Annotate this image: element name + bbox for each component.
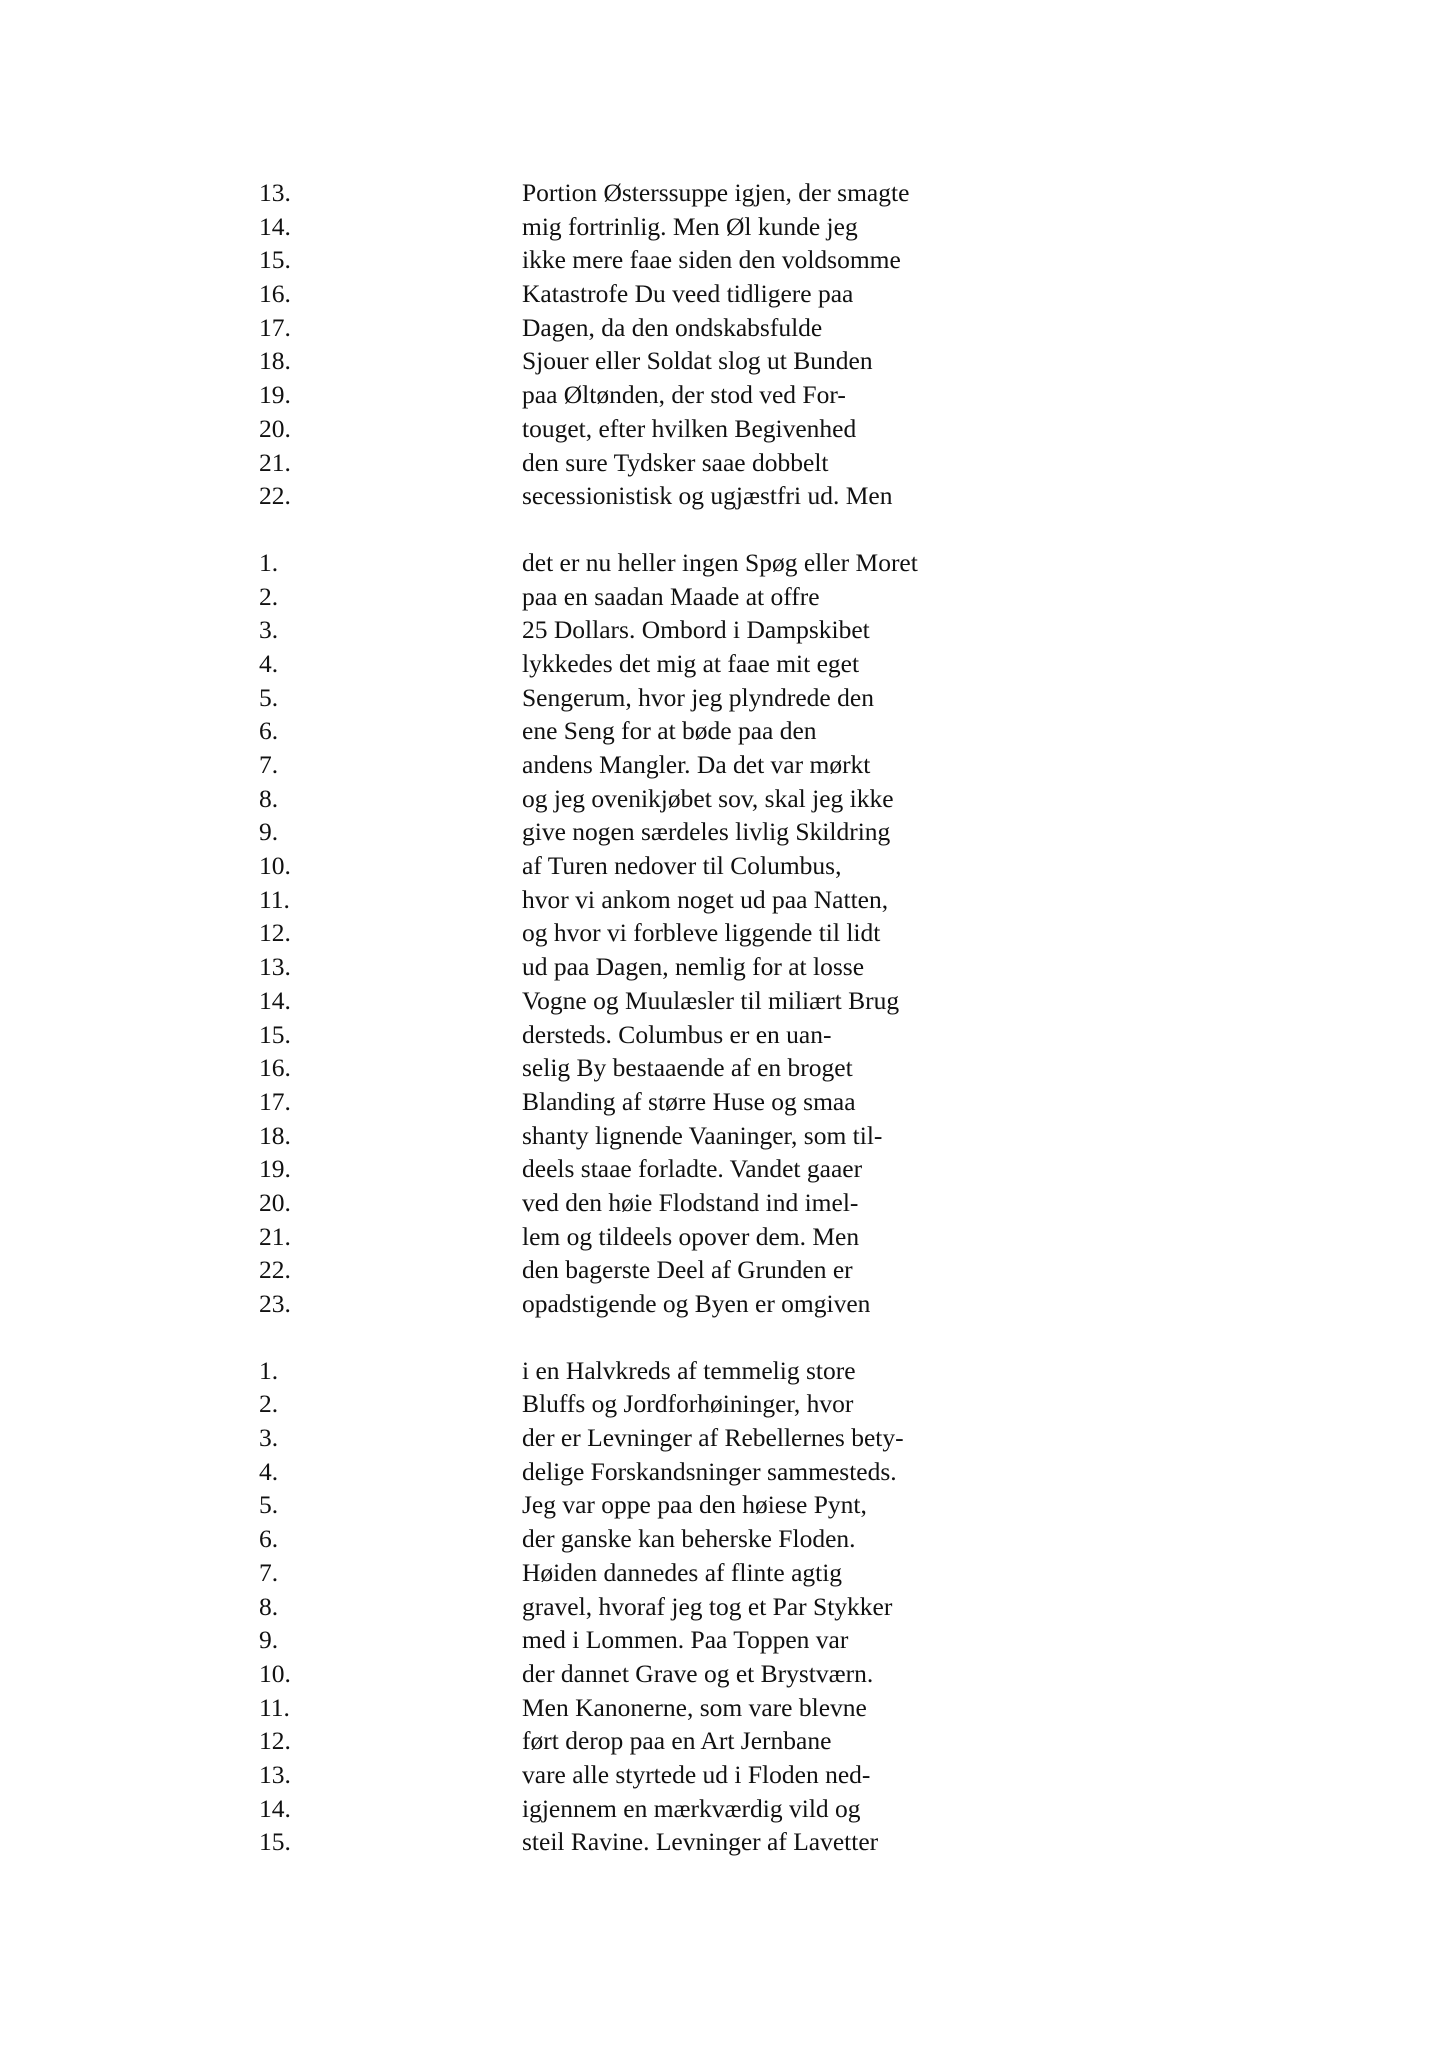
line-text: der er Levninger af Rebellernes bety- <box>522 1423 904 1453</box>
line-text: Sjouer eller Soldat slog ut Bunden <box>522 346 873 376</box>
line-text: vare alle styrtede ud i Floden ned- <box>522 1759 871 1789</box>
line-number: 2. <box>259 581 279 611</box>
text-line <box>0 1051 1448 1085</box>
line-number: 1. <box>259 1355 279 1385</box>
text-line <box>0 815 1448 849</box>
line-text: ikke mere faae siden den voldsomme <box>522 245 901 275</box>
text-line <box>0 782 1448 816</box>
text-line <box>0 1119 1448 1153</box>
line-number: 17. <box>259 312 291 342</box>
line-number: 7. <box>259 750 279 779</box>
line-number: 19. <box>259 1154 291 1184</box>
text-line <box>0 344 1448 378</box>
line-number: 15. <box>259 1019 291 1049</box>
line-text: med i Lommen. Paa Toppen var <box>522 1625 849 1655</box>
text-line <box>0 446 1448 480</box>
line-number: 12. <box>259 1726 291 1756</box>
line-number: 22. <box>259 481 291 511</box>
text-line <box>0 1152 1448 1186</box>
line-text: Jeg var oppe paa den høiese Pynt, <box>522 1490 867 1520</box>
text-line <box>0 1085 1448 1119</box>
text-line <box>0 1657 1448 1691</box>
line-text: Katastrofe Du veed tidligere paa <box>522 279 854 309</box>
line-text: og hvor vi forbleve liggende til lidt <box>522 918 881 948</box>
line-text: Høiden dannedes af flinte agtig <box>522 1557 843 1587</box>
text-line <box>0 681 1448 715</box>
line-text: steil Ravine. Levninger af Lavetter <box>522 1827 879 1857</box>
line-number: 15. <box>259 245 291 275</box>
line-number: 7. <box>259 1557 279 1587</box>
line-number: 1. <box>259 547 279 577</box>
line-number: 18. <box>259 1120 291 1150</box>
line-number: 16. <box>259 279 291 309</box>
line-text: 25 Dollars. Ombord i Dampskibet <box>522 615 870 645</box>
text-line <box>0 1724 1448 1758</box>
line-text: Sengerum, hvor jeg plyndrede den <box>522 682 874 712</box>
line-number: 10. <box>259 1658 291 1688</box>
line-text: der ganske kan beherske Floden. <box>522 1524 856 1554</box>
text-line <box>0 950 1448 984</box>
line-text: dersteds. Columbus er en uan- <box>522 1019 832 1049</box>
line-text: deels staae forladte. Vandet gaaer <box>522 1154 863 1184</box>
page-section-2 <box>0 546 1448 1321</box>
line-number: 21. <box>259 447 291 477</box>
text-line <box>0 1354 1448 1388</box>
line-text: der dannet Grave og et Brystværn. <box>522 1658 874 1688</box>
text-line <box>0 613 1448 647</box>
line-number: 13. <box>259 952 291 982</box>
text-line <box>0 1590 1448 1624</box>
line-text: Vogne og Muulæsler til miliært Brug <box>522 985 900 1015</box>
line-text: selig By bestaaende af en broget <box>522 1053 853 1083</box>
text-line <box>0 1691 1448 1725</box>
line-text: og jeg ovenikjøbet sov, skal jeg ikke <box>522 783 894 813</box>
line-text: af Turen nedover til Columbus, <box>522 851 842 881</box>
text-line <box>0 984 1448 1018</box>
line-text: det er nu heller ingen Spøg eller Moret <box>522 547 918 577</box>
page-section-1 <box>0 176 1448 513</box>
line-number: 14. <box>259 985 291 1015</box>
line-number: 14. <box>259 211 291 241</box>
line-text: mig fortrinlig. Men Øl kunde jeg <box>522 211 858 241</box>
line-number: 14. <box>259 1793 291 1823</box>
line-text: give nogen særdeles livlig Skildring <box>522 817 891 847</box>
line-number: 12. <box>259 918 291 948</box>
line-text: ved den høie Flodstand ind imel- <box>522 1187 859 1217</box>
line-text: touget, efter hvilken Begivenhed <box>522 413 857 443</box>
text-line <box>0 714 1448 748</box>
line-text: ud paa Dagen, nemlig for at losse <box>522 952 865 982</box>
line-text: paa Øltønden, der stod ved For- <box>522 380 846 410</box>
line-number: 9. <box>259 817 279 847</box>
text-line <box>0 580 1448 614</box>
line-number: 19. <box>259 380 291 410</box>
text-line <box>0 546 1448 580</box>
text-line <box>0 849 1448 883</box>
line-number: 10. <box>259 851 291 881</box>
line-number: 3. <box>259 615 279 645</box>
transcription-document <box>0 176 1448 1859</box>
line-text: lem og tildeels opover dem. Men <box>522 1221 860 1251</box>
line-text: i en Halvkreds af temmelig store <box>522 1355 856 1385</box>
line-number: 13. <box>259 178 291 207</box>
line-number: 4. <box>259 1456 279 1486</box>
line-text: ene Seng for at bøde paa den <box>522 716 817 746</box>
line-number: 6. <box>259 716 279 746</box>
text-line <box>0 1522 1448 1556</box>
line-number: 15. <box>259 1827 291 1857</box>
line-text: shanty lignende Vaaninger, som til- <box>522 1120 883 1150</box>
line-text: Bluffs og Jordforhøininger, hvor <box>522 1389 854 1419</box>
line-number: 2. <box>259 1389 279 1419</box>
line-text: Portion Østerssuppe igjen, der smagte <box>522 178 910 207</box>
line-text: Men Kanonerne, som vare blevne <box>522 1692 867 1722</box>
text-line <box>0 1488 1448 1522</box>
line-number: 13. <box>259 1759 291 1789</box>
text-line <box>0 1253 1448 1287</box>
text-line <box>0 1758 1448 1792</box>
text-line <box>0 277 1448 311</box>
line-number: 18. <box>259 346 291 376</box>
text-line <box>0 378 1448 412</box>
line-number: 23. <box>259 1289 291 1318</box>
line-text: hvor vi ankom noget ud paa Natten, <box>522 884 889 914</box>
text-line <box>0 1455 1448 1489</box>
line-number: 6. <box>259 1524 279 1554</box>
line-number: 11. <box>259 1692 290 1722</box>
text-line <box>0 647 1448 681</box>
text-line <box>0 883 1448 917</box>
text-line <box>0 1825 1448 1859</box>
line-text: paa en saadan Maade at offre <box>522 581 820 611</box>
line-number: 9. <box>259 1625 279 1655</box>
line-number: 8. <box>259 1591 279 1621</box>
line-number: 5. <box>259 682 279 712</box>
text-line <box>0 176 1448 210</box>
line-number: 3. <box>259 1423 279 1453</box>
line-number: 16. <box>259 1053 291 1083</box>
line-text: Dagen, da den ondskabsfulde <box>522 312 823 342</box>
line-text: Blanding af større Huse og smaa <box>522 1086 856 1116</box>
text-line <box>0 748 1448 782</box>
line-number: 20. <box>259 1187 291 1217</box>
text-line <box>0 479 1448 513</box>
line-number: 17. <box>259 1086 291 1116</box>
line-text: delige Forskandsninger sammesteds. <box>522 1456 897 1486</box>
line-text: lykkedes det mig at faae mit eget <box>522 648 860 678</box>
line-number: 5. <box>259 1490 279 1520</box>
line-number: 8. <box>259 783 279 813</box>
text-line <box>0 1220 1448 1254</box>
text-line <box>0 243 1448 277</box>
line-number: 11. <box>259 884 290 914</box>
line-text: ført derop paa en Art Jernbane <box>522 1726 832 1756</box>
line-text: andens Mangler. Da det var mørkt <box>522 750 871 779</box>
line-number: 21. <box>259 1221 291 1251</box>
text-line <box>0 1556 1448 1590</box>
line-text: igjennem en mærkværdig vild og <box>522 1793 861 1823</box>
page-section-3 <box>0 1354 1448 1859</box>
line-number: 4. <box>259 648 279 678</box>
line-text: den bagerste Deel af Grunden er <box>522 1255 853 1285</box>
text-line <box>0 1792 1448 1826</box>
line-number: 20. <box>259 413 291 443</box>
text-line <box>0 210 1448 244</box>
line-text: gravel, hvoraf jeg tog et Par Stykker <box>522 1591 893 1621</box>
text-line <box>0 1421 1448 1455</box>
text-line <box>0 916 1448 950</box>
text-line <box>0 311 1448 345</box>
text-line <box>0 1623 1448 1657</box>
text-line <box>0 1018 1448 1052</box>
line-text: secessionistisk og ugjæstfri ud. Men <box>522 481 893 511</box>
line-text: den sure Tydsker saae dobbelt <box>522 447 829 477</box>
text-line <box>0 412 1448 446</box>
text-line <box>0 1186 1448 1220</box>
line-text: opadstigende og Byen er omgiven <box>522 1289 871 1318</box>
line-number: 22. <box>259 1255 291 1285</box>
text-line <box>0 1387 1448 1421</box>
text-line <box>0 1287 1448 1321</box>
